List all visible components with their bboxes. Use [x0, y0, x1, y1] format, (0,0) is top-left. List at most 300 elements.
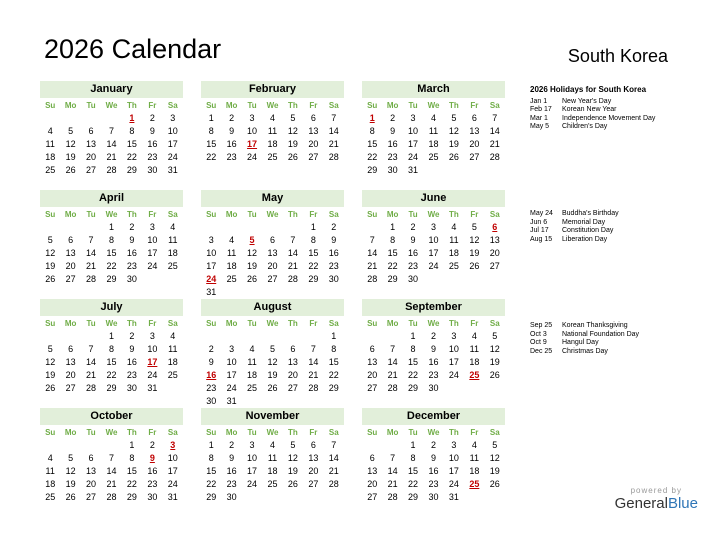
day-cell: 25	[45, 165, 56, 175]
day-grid	[362, 330, 505, 395]
day-grid	[362, 221, 505, 286]
holiday-name: Children's Day	[562, 123, 608, 130]
weekday-label: Fr	[148, 319, 157, 328]
day-cell: 26	[65, 492, 76, 502]
day-cell: 15	[308, 248, 319, 258]
day-cell: 29	[126, 492, 137, 502]
day-cell: 17	[147, 357, 158, 367]
day-cell: 17	[247, 466, 258, 476]
empty-cell	[60, 112, 80, 125]
weekday-label: Tu	[408, 101, 418, 110]
day-cell: 7	[331, 113, 337, 123]
day-cell: 24	[448, 370, 459, 380]
day-cell: 5	[47, 235, 53, 245]
day-cell: 18	[428, 139, 439, 149]
empty-cell	[101, 439, 121, 452]
day-cell: 5	[451, 113, 457, 123]
day-cell: 20	[489, 248, 500, 258]
day-cell: 1	[390, 222, 396, 232]
empty-cell	[262, 221, 282, 234]
day-cell: 5	[68, 126, 74, 136]
day-cell: 21	[86, 261, 97, 271]
day-cell: 19	[247, 261, 258, 271]
holiday-row	[530, 123, 655, 132]
day-cell: 14	[387, 357, 398, 367]
day-cell: 2	[331, 222, 337, 232]
weekday-label: Fr	[309, 319, 318, 328]
weekday-label: We	[266, 428, 279, 437]
empty-cell	[40, 439, 60, 452]
day-cell: 17	[226, 370, 237, 380]
day-cell: 15	[126, 139, 137, 149]
holiday-date: Mar 1	[530, 114, 548, 122]
day-cell: 27	[469, 152, 480, 162]
day-cell: 4	[471, 440, 477, 450]
empty-cell	[283, 221, 303, 234]
day-cell: 9	[149, 126, 155, 136]
day-cell: 30	[428, 492, 439, 502]
weekday-label: Th	[449, 210, 459, 219]
day-cell: 18	[469, 466, 480, 476]
weekday-label: We	[105, 428, 118, 437]
weekday-label: Th	[449, 101, 459, 110]
weekday-label: Th	[288, 319, 298, 328]
weekday-label: Th	[127, 319, 137, 328]
day-cell: 6	[310, 440, 316, 450]
day-cell: 4	[170, 222, 176, 232]
day-cell: 15	[206, 139, 217, 149]
day-cell: 5	[471, 222, 477, 232]
day-cell: 30	[408, 274, 419, 284]
day-cell: 15	[106, 248, 117, 258]
day-cell: 3	[170, 113, 176, 123]
holiday-name: Korean Thanksgiving	[562, 322, 628, 329]
empty-cell	[40, 112, 60, 125]
day-cell: 17	[428, 248, 439, 258]
weekday-label: Mo	[225, 428, 238, 437]
day-cell: 9	[229, 126, 235, 136]
day-cell: 10	[167, 126, 178, 136]
day-cell: 2	[229, 113, 235, 123]
weekday-label: We	[266, 210, 279, 219]
day-cell: 9	[208, 357, 214, 367]
month-header: January	[40, 81, 183, 98]
weekday-label: Th	[288, 210, 298, 219]
day-cell: 8	[129, 453, 135, 463]
day-cell: 22	[126, 152, 137, 162]
day-cell: 9	[129, 344, 135, 354]
day-cell: 27	[86, 165, 97, 175]
day-cell: 17	[167, 466, 178, 476]
day-cell: 12	[448, 126, 459, 136]
day-cell: 1	[108, 222, 114, 232]
day-grid	[201, 221, 344, 299]
day-cell: 11	[168, 344, 178, 354]
day-cell: 5	[290, 113, 296, 123]
day-cell: 30	[387, 165, 398, 175]
day-cell: 24	[167, 479, 178, 489]
day-cell: 28	[328, 152, 339, 162]
day-cell: 6	[290, 344, 296, 354]
day-cell: 30	[206, 396, 217, 406]
weekday-label: Mo	[386, 428, 399, 437]
day-cell: 29	[308, 274, 319, 284]
day-cell: 28	[489, 152, 500, 162]
weekday-label: Sa	[328, 428, 339, 437]
day-cell: 31	[167, 165, 178, 175]
month-august	[201, 299, 344, 408]
day-cell: 20	[267, 261, 278, 271]
weekday-label: Mo	[225, 319, 238, 328]
empty-cell	[242, 221, 262, 234]
day-cell: 28	[387, 492, 398, 502]
day-cell: 11	[469, 453, 480, 463]
day-cell: 14	[367, 248, 378, 258]
day-cell: 29	[408, 383, 419, 393]
day-cell: 11	[247, 357, 257, 367]
holiday-name: Constitution Day	[562, 227, 614, 234]
day-cell: 22	[328, 370, 339, 380]
day-cell: 5	[492, 440, 498, 450]
day-cell: 2	[149, 113, 155, 123]
empty-cell	[101, 112, 121, 125]
day-grid	[201, 330, 344, 408]
day-cell: 3	[451, 440, 457, 450]
weekday-label: We	[266, 319, 279, 328]
day-cell: 14	[287, 248, 298, 258]
day-cell: 4	[430, 113, 436, 123]
day-cell: 26	[489, 370, 500, 380]
day-cell: 16	[126, 357, 137, 367]
weekday-label: Sa	[167, 101, 178, 110]
day-cell: 16	[226, 139, 237, 149]
day-cell: 20	[367, 370, 378, 380]
day-cell: 28	[328, 479, 339, 489]
day-cell: 17	[448, 466, 459, 476]
weekday-label: Sa	[328, 101, 339, 110]
day-cell: 18	[267, 139, 278, 149]
day-cell: 8	[310, 235, 316, 245]
day-cell: 26	[489, 479, 500, 489]
empty-cell	[382, 330, 402, 343]
day-cell: 28	[308, 383, 319, 393]
day-cell: 7	[108, 126, 114, 136]
weekday-label: Sa	[328, 319, 339, 328]
day-cell: 9	[410, 235, 416, 245]
holiday-date: Aug 15	[530, 235, 553, 243]
weekday-label: We	[427, 319, 440, 328]
day-cell: 4	[249, 344, 255, 354]
empty-cell	[81, 439, 101, 452]
day-cell: 2	[390, 113, 396, 123]
weekday-label: Th	[288, 428, 298, 437]
day-cell: 7	[108, 453, 114, 463]
weekday-label: Tu	[247, 319, 257, 328]
day-cell: 22	[206, 479, 217, 489]
day-cell: 13	[367, 466, 378, 476]
day-cell: 5	[68, 453, 74, 463]
day-cell: 29	[126, 165, 137, 175]
day-cell: 10	[408, 126, 419, 136]
day-cell: 11	[168, 235, 178, 245]
day-cell: 19	[267, 370, 278, 380]
day-cell: 20	[308, 466, 319, 476]
day-cell: 27	[287, 383, 298, 393]
empty-cell	[303, 330, 323, 343]
day-cell: 29	[328, 383, 339, 393]
day-cell: 3	[249, 113, 255, 123]
weekday-label: Su	[206, 210, 217, 219]
day-cell: 2	[129, 331, 135, 341]
day-cell: 12	[489, 453, 500, 463]
day-cell: 18	[167, 248, 178, 258]
holiday-name: Independence Movement Day	[562, 114, 656, 122]
day-cell: 19	[65, 479, 76, 489]
day-cell: 21	[387, 370, 398, 380]
day-cell: 15	[206, 466, 217, 476]
empty-cell	[362, 221, 382, 234]
weekday-row	[201, 209, 344, 221]
day-cell: 20	[86, 479, 97, 489]
weekday-label: We	[427, 428, 440, 437]
day-cell: 17	[408, 139, 419, 149]
day-cell: 30	[147, 492, 158, 502]
holiday-row	[530, 219, 619, 228]
holiday-row	[530, 348, 639, 357]
day-cell: 6	[369, 344, 375, 354]
day-cell: 23	[147, 152, 158, 162]
day-cell: 25	[469, 370, 480, 380]
day-cell: 23	[428, 370, 439, 380]
day-cell: 26	[287, 479, 298, 489]
day-cell: 11	[267, 453, 278, 463]
day-cell: 20	[367, 479, 378, 489]
weekday-label: Mo	[386, 101, 399, 110]
weekday-label: Mo	[64, 210, 77, 219]
day-cell: 31	[226, 396, 237, 406]
day-cell: 12	[45, 248, 56, 258]
day-cell: 17	[206, 261, 217, 271]
day-cell: 19	[287, 466, 298, 476]
day-cell: 1	[108, 331, 114, 341]
empty-cell	[40, 221, 60, 234]
weekday-label: Mo	[386, 319, 399, 328]
empty-cell	[262, 330, 282, 343]
empty-cell	[221, 221, 241, 234]
weekday-label: Sa	[167, 428, 178, 437]
day-cell: 23	[387, 152, 398, 162]
day-cell: 23	[328, 261, 339, 271]
day-cell: 16	[408, 248, 419, 258]
day-cell: 8	[331, 344, 337, 354]
holiday-row	[530, 106, 655, 115]
day-cell: 13	[86, 466, 97, 476]
month-header: July	[40, 299, 183, 316]
day-cell: 26	[65, 165, 76, 175]
day-cell: 4	[47, 126, 53, 136]
day-cell: 18	[45, 479, 56, 489]
month-header: February	[201, 81, 344, 98]
day-cell: 13	[287, 357, 298, 367]
day-cell: 27	[65, 383, 76, 393]
day-cell: 22	[126, 479, 137, 489]
month-september	[362, 299, 505, 395]
day-cell: 2	[208, 344, 214, 354]
day-cell: 12	[45, 357, 56, 367]
day-cell: 9	[390, 126, 396, 136]
day-cell: 27	[367, 492, 378, 502]
month-march	[362, 81, 505, 177]
weekday-label: Fr	[470, 428, 479, 437]
weekday-label: Sa	[167, 210, 178, 219]
weekday-label: Su	[367, 210, 378, 219]
day-cell: 21	[387, 479, 398, 489]
day-cell: 7	[369, 235, 375, 245]
day-cell: 1	[331, 331, 337, 341]
day-cell: 16	[328, 248, 339, 258]
day-cell: 21	[489, 139, 500, 149]
day-cell: 21	[367, 261, 378, 271]
day-cell: 27	[367, 383, 378, 393]
day-cell: 5	[249, 235, 255, 245]
day-cell: 14	[489, 126, 500, 136]
day-cell: 1	[410, 440, 416, 450]
day-cell: 18	[226, 261, 237, 271]
day-cell: 1	[410, 331, 416, 341]
holiday-name: Christmas Day	[562, 347, 608, 355]
day-cell: 13	[469, 126, 480, 136]
month-december	[362, 408, 505, 504]
weekday-label: We	[105, 101, 118, 110]
weekday-label: We	[105, 319, 118, 328]
day-cell: 24	[247, 479, 258, 489]
holiday-date: Sep 25	[530, 322, 553, 329]
holiday-date: Jun 6	[530, 218, 548, 226]
empty-cell	[283, 330, 303, 343]
day-cell: 8	[208, 126, 214, 136]
day-cell: 8	[369, 126, 375, 136]
day-cell: 10	[147, 344, 158, 354]
empty-cell	[60, 439, 80, 452]
day-cell: 22	[308, 261, 319, 271]
day-cell: 13	[86, 139, 97, 149]
powered-by-text: powered by	[630, 486, 682, 495]
day-cell: 7	[390, 344, 396, 354]
day-cell: 23	[126, 261, 137, 271]
day-cell: 18	[45, 152, 56, 162]
weekday-label: Su	[367, 101, 378, 110]
holiday-name: Buddha's Birthday	[562, 210, 619, 217]
day-cell: 6	[68, 344, 74, 354]
weekday-label: Mo	[64, 428, 77, 437]
day-cell: 2	[410, 222, 416, 232]
day-cell: 14	[328, 126, 339, 136]
day-cell: 7	[492, 113, 498, 123]
weekday-label: Mo	[225, 210, 238, 219]
day-cell: 14	[86, 248, 97, 258]
day-cell: 16	[147, 139, 158, 149]
day-cell: 1	[208, 113, 214, 123]
day-cell: 19	[287, 139, 298, 149]
day-cell: 8	[108, 235, 114, 245]
month-header: March	[362, 81, 505, 98]
day-cell: 28	[86, 383, 97, 393]
day-cell: 29	[367, 165, 378, 175]
weekday-label: Su	[367, 319, 378, 328]
holiday-row	[530, 339, 639, 348]
empty-cell	[60, 330, 80, 343]
month-header: April	[40, 190, 183, 207]
day-cell: 25	[247, 383, 258, 393]
weekday-label: Fr	[148, 101, 157, 110]
day-cell: 6	[88, 453, 94, 463]
day-cell: 10	[147, 235, 158, 245]
weekday-label: Tu	[408, 319, 418, 328]
weekday-row	[40, 209, 183, 221]
day-cell: 29	[206, 492, 217, 502]
day-cell: 13	[489, 235, 500, 245]
day-cell: 6	[88, 126, 94, 136]
month-header: August	[201, 299, 344, 316]
generalblue-logo	[615, 486, 698, 512]
weekday-label: Tu	[86, 319, 96, 328]
month-header: October	[40, 408, 183, 425]
holiday-name: New Year's Day	[562, 97, 612, 105]
day-cell: 10	[247, 453, 258, 463]
day-cell: 24	[226, 383, 237, 393]
day-cell: 27	[86, 492, 97, 502]
day-cell: 30	[328, 274, 339, 284]
holiday-date: Jan 1	[530, 97, 548, 105]
day-cell: 10	[226, 357, 237, 367]
holiday-name: Memorial Day	[562, 218, 606, 226]
day-cell: 21	[86, 370, 97, 380]
weekday-label: Fr	[148, 210, 157, 219]
holiday-date: Feb 17	[530, 106, 552, 113]
day-cell: 27	[65, 274, 76, 284]
day-cell: 4	[47, 453, 53, 463]
day-cell: 22	[106, 261, 117, 271]
day-cell: 20	[65, 261, 76, 271]
day-cell: 19	[448, 139, 459, 149]
empty-cell	[81, 112, 101, 125]
day-cell: 10	[428, 235, 439, 245]
holiday-row	[530, 210, 619, 219]
day-cell: 9	[129, 235, 135, 245]
day-cell: 22	[408, 479, 419, 489]
day-cell: 12	[247, 248, 258, 258]
day-cell: 30	[428, 383, 439, 393]
day-cell: 14	[106, 139, 117, 149]
day-cell: 23	[126, 370, 137, 380]
day-cell: 15	[367, 139, 378, 149]
month-header: May	[201, 190, 344, 207]
day-cell: 8	[208, 453, 214, 463]
empty-cell	[40, 330, 60, 343]
weekday-label: Sa	[489, 319, 500, 328]
day-cell: 30	[126, 383, 137, 393]
day-cell: 4	[471, 331, 477, 341]
day-cell: 5	[269, 344, 275, 354]
day-cell: 6	[269, 235, 275, 245]
holiday-row	[530, 331, 639, 340]
day-cell: 23	[408, 261, 419, 271]
empty-cell	[201, 221, 221, 234]
weekday-label: Su	[45, 428, 56, 437]
day-cell: 19	[45, 370, 56, 380]
day-cell: 18	[167, 357, 178, 367]
day-grid	[40, 221, 183, 286]
